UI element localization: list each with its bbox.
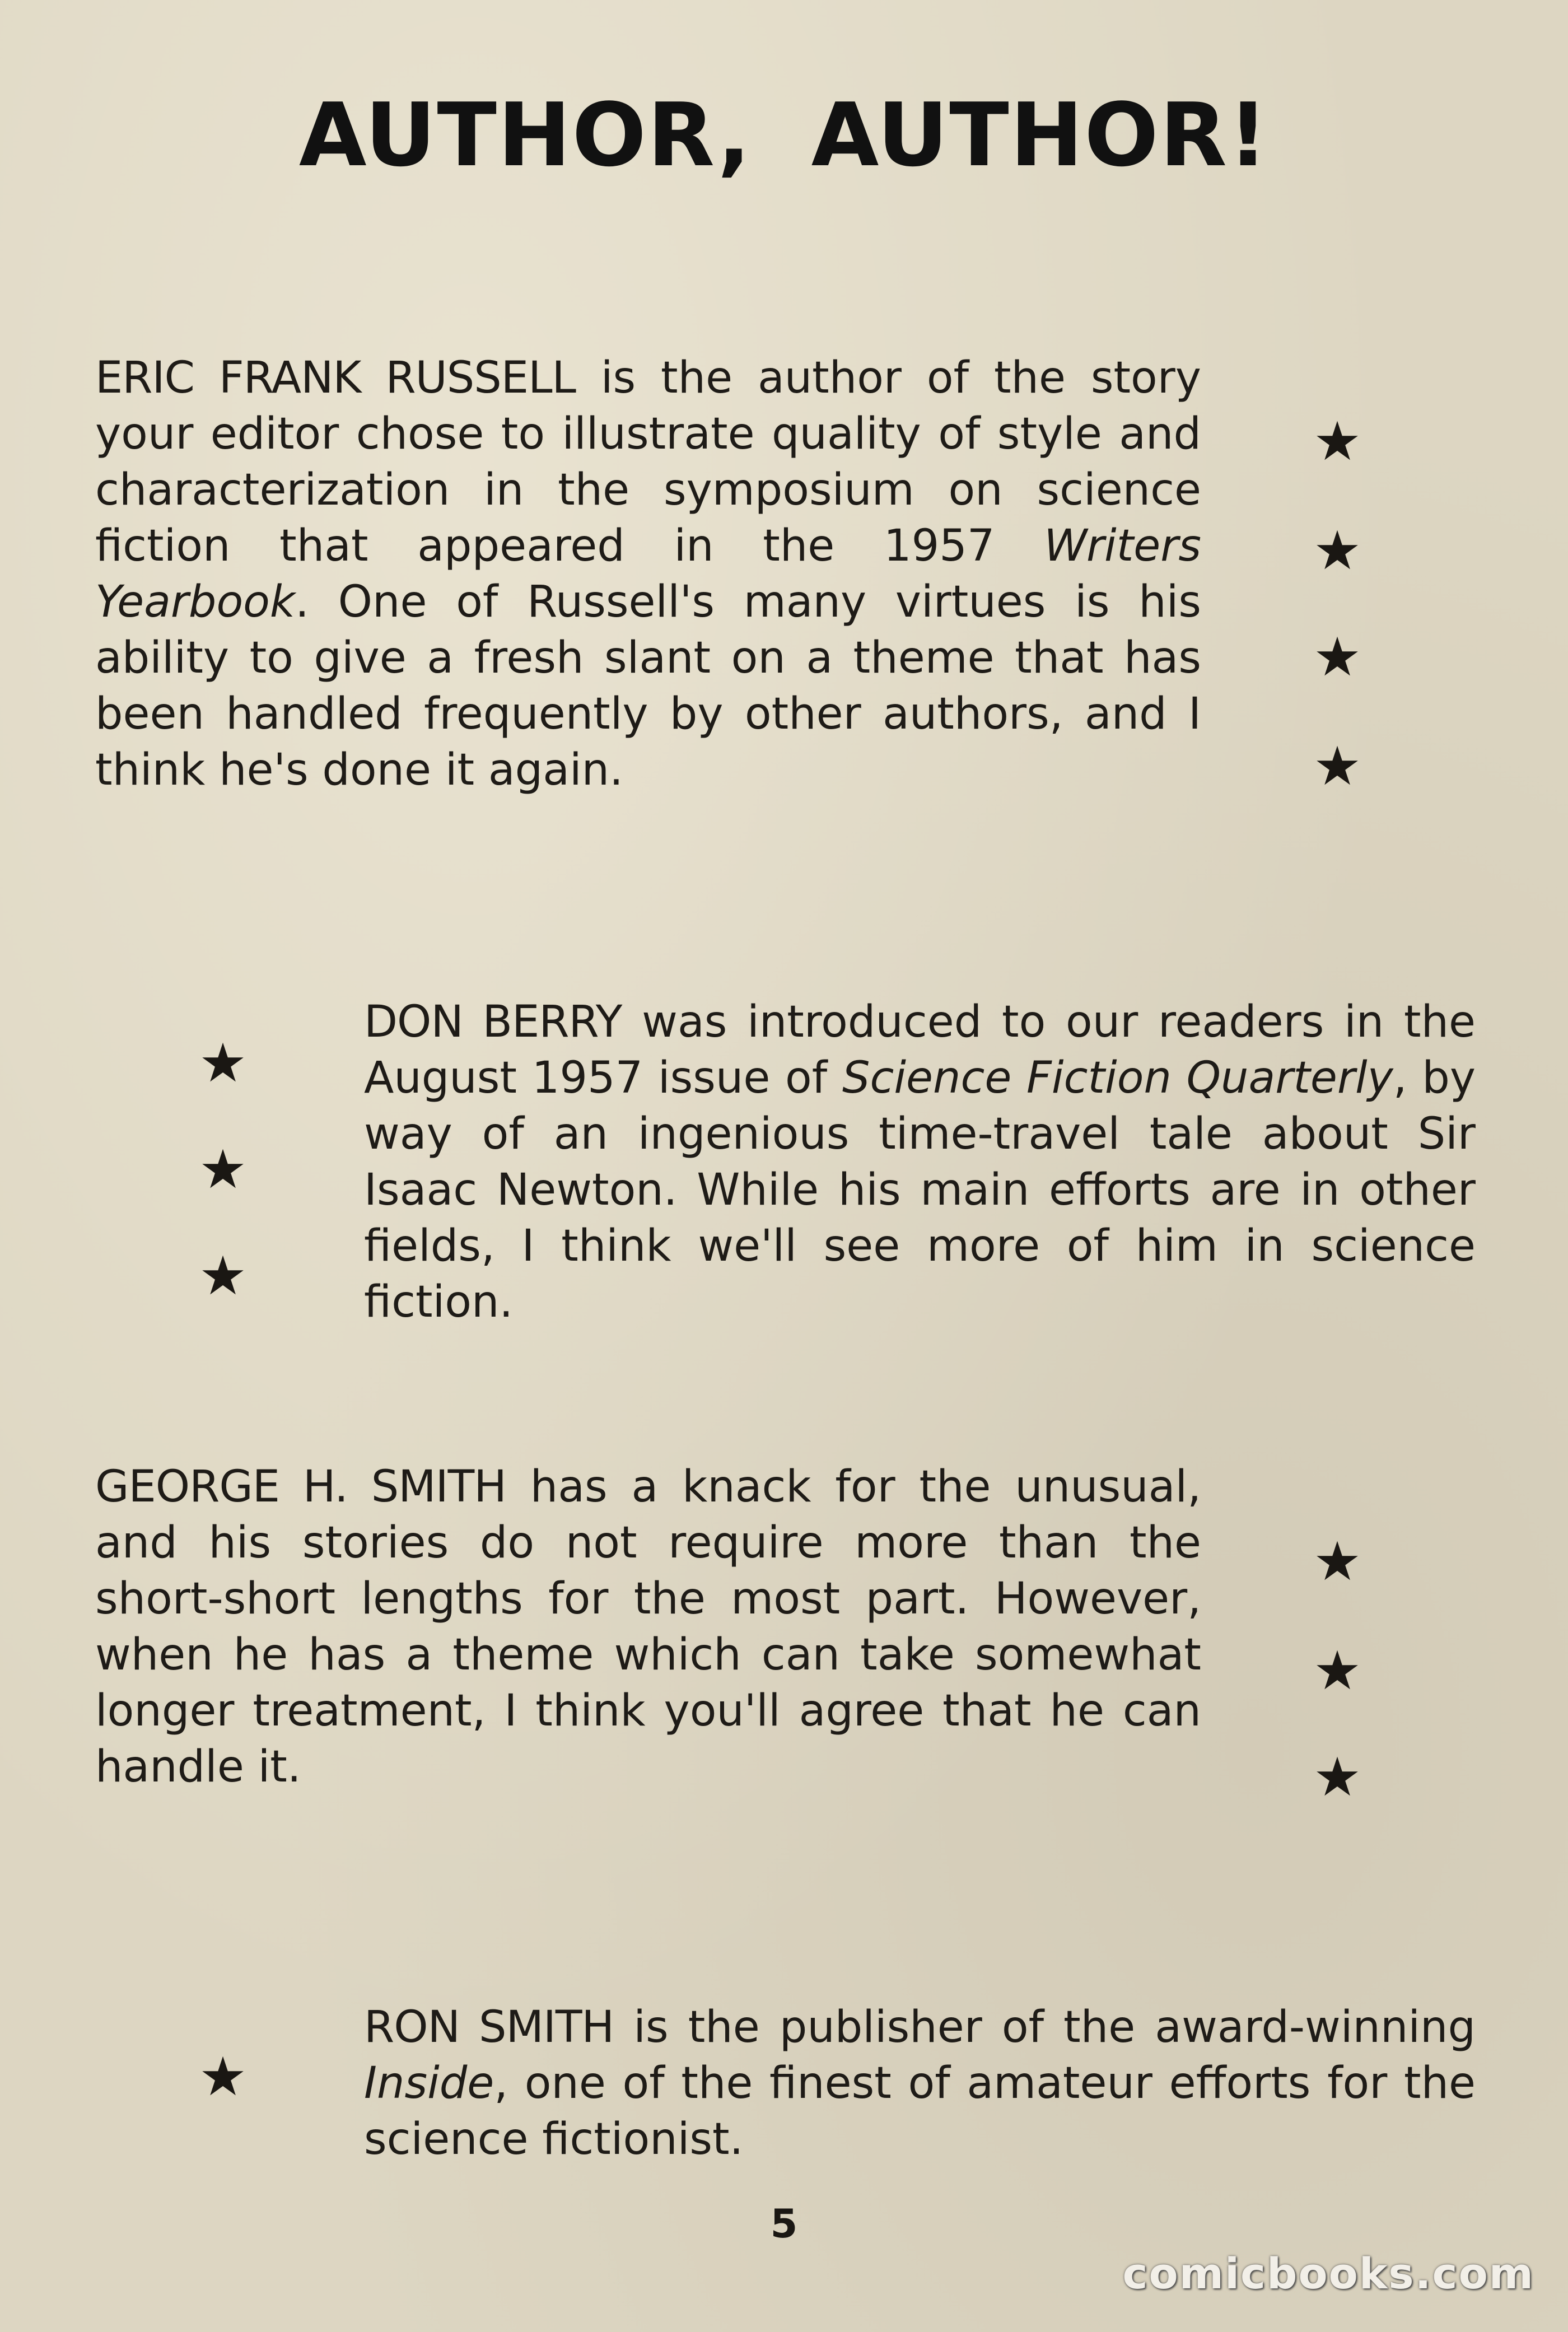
page-title: AUTHOR, AUTHOR! bbox=[298, 84, 1270, 186]
watermark-logo: comicbooks.com bbox=[1122, 2249, 1534, 2298]
star-ornament-icon: ★ bbox=[199, 1032, 248, 1094]
star-ornament-icon: ★ bbox=[199, 1244, 248, 1307]
author-entry-george-smith bbox=[95, 1459, 1201, 1795]
publication-title: Inside bbox=[364, 2058, 494, 2109]
star-ornament-icon: ★ bbox=[1313, 1530, 1362, 1593]
author-bio-text: is the publisher of the award-winning bbox=[614, 2002, 1476, 2053]
author-bio-text: , by way of an ingenious time-travel tale about Sir Isaac Newton. While his main efforts are in other fields, I think we'll see more of him in science fiction. bbox=[364, 1053, 1476, 1327]
author-bio-text: , one of the finest of amateur efforts for the science fictionist. bbox=[364, 2058, 1476, 2165]
star-ornament-icon: ★ bbox=[1313, 735, 1362, 797]
author-name: DON BERRY bbox=[364, 997, 622, 1047]
star-ornament-icon: ★ bbox=[199, 1138, 248, 1201]
author-entry-russell bbox=[95, 350, 1201, 798]
page-number: 5 bbox=[770, 2201, 798, 2247]
author-name: RON SMITH bbox=[364, 2002, 614, 2053]
author-name: GEORGE H. SMITH bbox=[95, 1462, 506, 1512]
publication-title: Writers Yearbook bbox=[95, 521, 1201, 627]
star-ornament-icon: ★ bbox=[1313, 626, 1362, 688]
author-bio-text: has a knack for the unusual, and his stories do not require more than the short-short lengths for the most part. However, when he has a theme which can take somewhat longer treatment, I think you'll agree that he can handle it. bbox=[95, 1462, 1201, 1792]
star-ornament-icon: ★ bbox=[1313, 1746, 1362, 1808]
author-entry-ron-smith bbox=[364, 1999, 1476, 2167]
star-ornament-icon: ★ bbox=[1313, 1639, 1362, 1702]
publication-title: Science Fiction Quarterly bbox=[842, 1053, 1393, 1103]
author-bio-text: . One of Russell's many virtues is his ability to give a fresh slant on a theme that has been handled frequently by other authors, and I think he's done it again. bbox=[95, 577, 1201, 795]
author-bio-text: was introduced to our readers in the August 1957 issue of bbox=[364, 997, 1476, 1103]
author-name: ERIC FRANK RUSSELL bbox=[95, 353, 576, 403]
star-ornament-icon: ★ bbox=[1313, 410, 1362, 473]
author-bio-text: is the author of the story your editor chose to illustrate quality of style and characterization in the symposium on science fiction that appeared in the 1957 bbox=[95, 353, 1202, 571]
star-ornament-icon: ★ bbox=[199, 2045, 248, 2108]
author-entry-berry bbox=[364, 994, 1476, 1330]
star-ornament-icon: ★ bbox=[1313, 519, 1362, 582]
